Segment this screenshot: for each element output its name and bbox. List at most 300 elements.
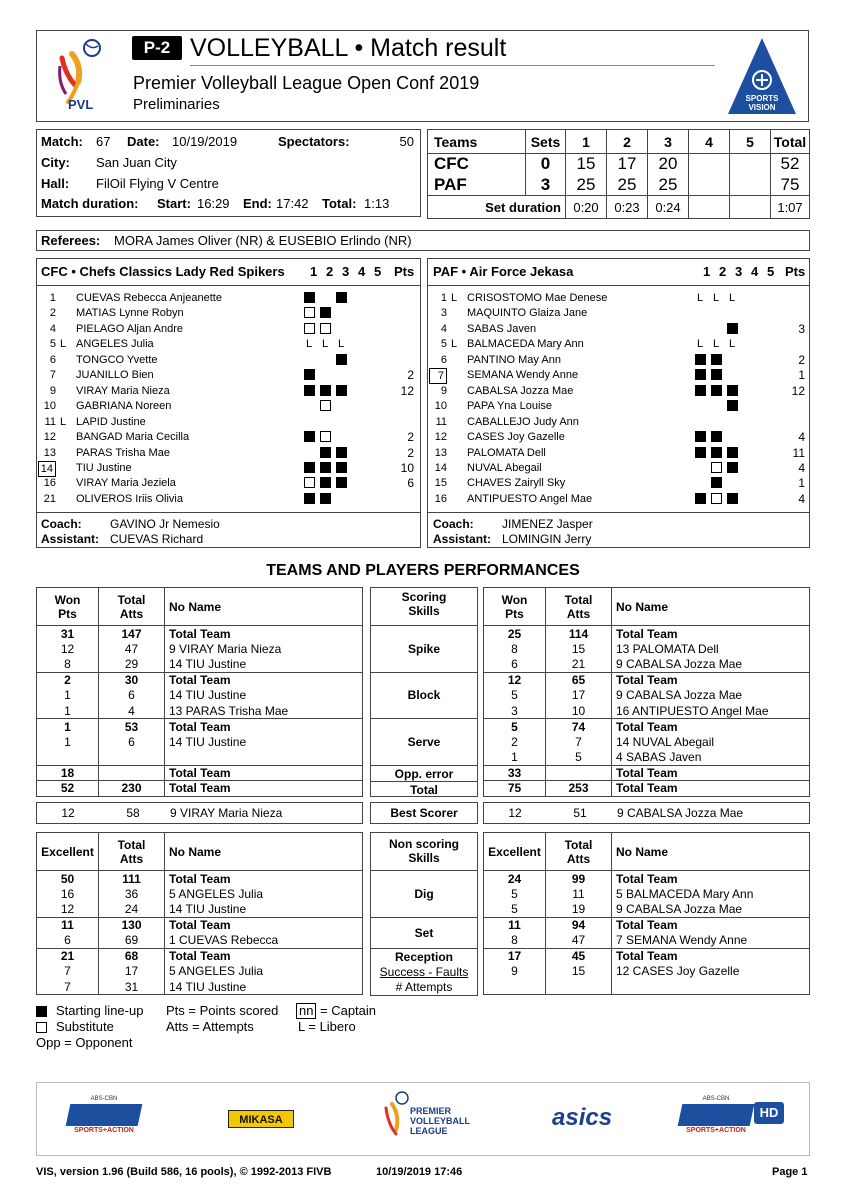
- score-b-set4: [689, 175, 730, 196]
- scoring-right-value: 2: [484, 734, 546, 750]
- team-b-player-points: 2: [798, 352, 805, 367]
- team-a-coach: GAVINO Jr Nemesio: [110, 517, 220, 531]
- team-b-player-name: CHAVES Zairyll Sky: [467, 477, 566, 490]
- table-row: [484, 902, 810, 918]
- table-row: [37, 641, 363, 657]
- nonscoring-left-value: 7: [37, 964, 99, 980]
- nonscoring-right-value: 8: [484, 933, 546, 949]
- pvl-logo: [48, 36, 120, 116]
- nonscoring-right-atts: 94: [546, 917, 612, 933]
- score-a-set4: [689, 154, 730, 175]
- team-a-assistant: CUEVAS Richard: [110, 532, 204, 546]
- skill-separator: [371, 948, 477, 949]
- team-a-player-points: 10: [400, 460, 414, 475]
- score-a-set1: 15: [566, 154, 607, 175]
- nonscoring-right-atts: 47: [546, 933, 612, 949]
- scoring-right-value: 3: [484, 703, 546, 719]
- scoring-left-name: 14 TIU Justine: [169, 657, 247, 671]
- scoring-skill-label: Opp. error: [394, 767, 454, 781]
- pvl-sponsor-text: PREMIER VOLLEYBALL LEAGUE: [410, 1106, 470, 1136]
- scoring-right-value: 5: [484, 688, 546, 704]
- scoring-right-value: 8: [484, 641, 546, 657]
- scoring-left-atts: 47: [99, 641, 165, 657]
- scoring-left-header-value: [37, 588, 99, 626]
- team-b-player-number: 11: [435, 415, 447, 428]
- set2-duration: 0:23: [607, 196, 648, 219]
- nonscoring-right-header-value: [484, 833, 546, 871]
- table-row: [484, 886, 810, 902]
- team-b-player-number: 16: [434, 492, 447, 505]
- table-row: [37, 933, 363, 949]
- table-row: [484, 979, 810, 995]
- scoring-left-name: Total Team: [165, 765, 363, 781]
- team-b-libero-set-mark: L: [713, 292, 720, 304]
- nonscoring-skills-header: [371, 837, 477, 865]
- team-b-player-libero-mark: L: [451, 292, 458, 304]
- team-b-header-line: [427, 285, 810, 286]
- team-b-player-points: 12: [791, 383, 805, 398]
- team-a-substitute-square-icon: [320, 400, 331, 411]
- table-row: [37, 948, 363, 964]
- mikasa-text: MIKASA: [239, 1114, 283, 1126]
- team-a-player-libero-mark: L: [60, 415, 67, 428]
- team-a-player-number: 5: [49, 338, 56, 351]
- nonscoring-left-atts: 68: [99, 948, 165, 964]
- team-b-starting-square-icon: [695, 385, 706, 396]
- team-b-set-header-3: 3: [735, 264, 743, 279]
- pvl-sponsor-logo: [382, 1090, 482, 1148]
- team-b-starting-square-icon: [727, 385, 738, 396]
- title-underline: [190, 65, 715, 66]
- team-a-starting-square-icon: [336, 462, 347, 473]
- table-row: [484, 781, 810, 797]
- team-b-player-number: 1: [440, 292, 447, 304]
- team-a-player-name: ANGELES Julia: [76, 338, 154, 351]
- team-a-starting-square-icon: [320, 477, 331, 488]
- nonscoring-left-atts: 36: [99, 886, 165, 902]
- legend-pts: Pts = Points scored: [166, 1003, 279, 1018]
- table-row: [484, 964, 810, 980]
- team-b-player-number: 12: [434, 431, 447, 444]
- table-row: [37, 734, 363, 750]
- nonscoring-left-atts: 24: [99, 902, 165, 918]
- skill-separator: [371, 781, 477, 782]
- team-a-substitute-square-icon: [304, 477, 315, 488]
- scoring-left-name: Total Team: [165, 781, 363, 797]
- team-b-starting-square-icon: [711, 354, 722, 365]
- scoring-left-atts: 6: [99, 734, 165, 750]
- nonscoring-left-atts: 17: [99, 964, 165, 980]
- legend-substitute: Substitute: [56, 1019, 114, 1034]
- scoring-left-value: 1: [37, 719, 99, 735]
- scoring-left-header-atts-1: Total: [117, 592, 146, 607]
- scoring-left-value: 31: [37, 626, 99, 642]
- scoring-left-table: [36, 587, 363, 797]
- nonscoring-left-header-atts-2: Atts: [119, 851, 144, 866]
- scoring-left-atts: 30: [99, 672, 165, 688]
- scoring-skill-label: Serve: [407, 735, 441, 749]
- team-b-starting-square-icon: [711, 385, 722, 396]
- scoring-right-header-value-2: Pts: [505, 606, 524, 621]
- scoring-left-atts: 230: [99, 781, 165, 797]
- team-b-player-number: 4: [440, 322, 447, 335]
- set5-duration: [730, 196, 771, 219]
- footer-date: 10/19/2019 17:46: [376, 1166, 463, 1178]
- scoring-right-header-value: [484, 588, 546, 626]
- total-label: Total:: [322, 196, 357, 211]
- nonscoring-right-table: [483, 832, 810, 995]
- scoring-skills-header-1: Scoring: [401, 590, 447, 604]
- team-b-set-header-4: 4: [751, 264, 759, 279]
- team-a-starting-square-icon: [320, 385, 331, 396]
- scoring-left-header-value-1: Won: [54, 592, 81, 607]
- nonscoring-left-header-name: No Name: [165, 833, 363, 871]
- nonscoring-left-name: 14 TIU Justine: [169, 979, 247, 994]
- team-b-player-name: CRISOSTOMO Mae Denese: [467, 292, 608, 304]
- team-a-player-number: 6: [49, 353, 56, 366]
- team-a-starting-square-icon: [336, 292, 347, 303]
- team-a-player-points: 2: [407, 430, 414, 445]
- team-a-substitute-square-icon: [304, 307, 315, 318]
- scoring-right-atts: 114: [546, 626, 612, 642]
- best-left-pts: 12: [61, 806, 75, 820]
- team-a-set-header-1: 1: [310, 264, 318, 279]
- team-a-starting-square-icon: [304, 292, 315, 303]
- scoring-right-value: 75: [484, 781, 546, 797]
- team-b-player-name: CASES Joy Gazelle: [467, 431, 565, 444]
- nonscoring-right-atts: 11: [546, 886, 612, 902]
- table-row: [484, 672, 810, 688]
- scoring-right-name: 9 CABALSA Jozza Mae: [616, 657, 743, 671]
- score-b-set2: 25: [607, 175, 648, 196]
- table-row: [484, 917, 810, 933]
- nonscoring-left-name: 5 ANGELES Julia: [169, 886, 264, 901]
- nonscoring-right-atts: 19: [546, 902, 612, 918]
- set-duration-label: Set duration: [428, 196, 566, 219]
- start-time: 16:29: [197, 196, 230, 211]
- skill-separator: [371, 718, 477, 719]
- skill-separator: [371, 625, 477, 626]
- scoring-right-atts: [546, 765, 612, 781]
- scoring-left-name: 14 TIU Justine: [169, 688, 247, 703]
- team-a-player-libero-mark: L: [60, 338, 67, 351]
- nonscoring-left-name: 14 TIU Justine: [169, 902, 247, 916]
- legend-opponent: Opp = Opponent: [36, 1035, 133, 1050]
- team-a-player-number: 12: [43, 431, 56, 444]
- table-row: [37, 703, 363, 719]
- score-a-set2: 17: [607, 154, 648, 175]
- nonscoring-left-atts: 111: [99, 871, 165, 887]
- team-b-starting-square-icon: [711, 447, 722, 458]
- nonscoring-left-name: Total Team: [165, 917, 363, 933]
- score-header-set1: 1: [566, 130, 607, 154]
- nonscoring-left-atts: 130: [99, 917, 165, 933]
- score-sets-b: 3: [526, 175, 566, 196]
- team-b-player-name: SABAS Javen: [467, 322, 537, 335]
- nonscoring-left-value: 12: [37, 902, 99, 918]
- team-b-assistant: LOMINGIN Jerry: [502, 532, 592, 546]
- table-row: [484, 750, 810, 766]
- nonscoring-left-value: 7: [37, 979, 99, 995]
- nonscoring-right-name: 7 SEMANA Wendy Anne: [616, 933, 748, 947]
- scoring-skill-label: Block: [407, 688, 441, 702]
- duration-label: Match duration:: [41, 196, 139, 211]
- scoring-right-atts: 253: [546, 781, 612, 797]
- sa-mark-2: [678, 1104, 755, 1126]
- scoring-right-table: [483, 587, 810, 797]
- scoring-right-atts: 15: [546, 641, 612, 657]
- competition-name: Premier Volleyball League Open Conf 2019: [133, 73, 480, 93]
- team-a-set-header-5: 5: [374, 264, 382, 279]
- team-a-player-name: VIRAY Maria Nieza: [76, 384, 170, 397]
- team-b-coach: JIMENEZ Jasper: [502, 517, 593, 531]
- score-header-set2: 2: [607, 130, 648, 154]
- abs-cbn-label-2: ABS-CBN: [702, 1096, 730, 1102]
- table-row: [484, 734, 810, 750]
- score-a-total: 52: [780, 154, 800, 174]
- nonscoring-right-name: 12 CASES Joy Gazelle: [616, 964, 740, 979]
- scoring-left-value: 1: [37, 703, 99, 719]
- scoring-right-value: 6: [484, 657, 546, 673]
- nonscoring-left-value: 11: [37, 917, 99, 933]
- code-badge: [132, 36, 182, 60]
- scoring-left-name: [165, 750, 363, 766]
- team-b-player-name: SEMANA Wendy Anne: [467, 369, 579, 382]
- team-b-substitute-square-icon: [711, 462, 722, 473]
- scoring-left-name: Total Team: [165, 719, 363, 735]
- team-a-player-name: MATIAS Lynne Robyn: [76, 307, 184, 320]
- scoring-right-atts: 5: [546, 750, 612, 766]
- team-a-substitute-square-icon: [320, 431, 331, 442]
- nonscoring-right-value: 5: [484, 886, 546, 902]
- team-b-substitute-square-icon: [711, 493, 722, 504]
- team-a-starting-square-icon: [336, 354, 347, 365]
- score-header-set5: 5: [730, 130, 771, 154]
- scoring-right-name: 16 ANTIPUESTO Angel Mae: [616, 703, 769, 718]
- start-label: Start:: [157, 196, 191, 211]
- nonscoring-skill-label: Set: [414, 926, 434, 940]
- pvl-logo-text: PVL: [68, 97, 94, 112]
- team-b-player-number: 7: [429, 368, 447, 384]
- scoring-right-value: 25: [484, 626, 546, 642]
- team-b-player-number: 5: [440, 338, 447, 351]
- team-a-libero-set-mark: L: [338, 338, 345, 351]
- table-row: [37, 672, 363, 688]
- team-b-starting-square-icon: [727, 493, 738, 504]
- nonscoring-left-atts: 31: [99, 979, 165, 995]
- team-b-starting-square-icon: [695, 354, 706, 365]
- team-a-starting-square-icon: [336, 385, 347, 396]
- scoring-left-atts: 4: [99, 703, 165, 719]
- scoring-right-atts: 7: [546, 734, 612, 750]
- team-b-player-number: 15: [434, 477, 447, 490]
- nonscoring-right-value: 5: [484, 902, 546, 918]
- team-a-starting-square-icon: [304, 431, 315, 442]
- nonscoring-right-header-atts-1: Total: [564, 837, 593, 852]
- team-b-set-header-2: 2: [719, 264, 727, 279]
- scoring-left-name: 14 TIU Justine: [169, 734, 247, 749]
- scoring-left-name: Total Team: [165, 672, 363, 688]
- set3-duration: 0:24: [648, 196, 689, 219]
- sports-action-logo-1: [64, 1096, 144, 1140]
- nonscoring-right-value: 17: [484, 948, 546, 964]
- score-a-set5: [730, 154, 771, 175]
- team-a-set-header-3: 3: [342, 264, 350, 279]
- scoring-left-header-atts-2: Atts: [119, 606, 144, 621]
- nonscoring-right-header-atts: [546, 833, 612, 871]
- team-b-set-header-1: 1: [703, 264, 711, 279]
- scoring-left-value: 8: [37, 657, 99, 673]
- nonscoring-left-name: 5 ANGELES Julia: [169, 964, 264, 979]
- table-row: [484, 657, 810, 673]
- team-a-player-name: GABRIANA Noreen: [76, 400, 172, 413]
- score-a-set3: 20: [648, 154, 689, 175]
- best-right-atts: 51: [573, 806, 587, 820]
- sports-vision-logo: [724, 34, 800, 118]
- team-b-player-name: MAQUINTO Glaiza Jane: [467, 307, 588, 320]
- team-a-player-number: 2: [49, 307, 56, 320]
- team-b-starting-square-icon: [727, 400, 738, 411]
- team-a-player-number: 14: [38, 461, 56, 477]
- team-b-player-name: PANTINO May Ann: [467, 353, 561, 366]
- set4-duration: [689, 196, 730, 219]
- team-b-libero-set-mark: L: [713, 338, 720, 351]
- scoring-right-header-value-1: Won: [501, 592, 528, 607]
- score-sets-a: 0: [526, 154, 566, 175]
- team-b-set-header-5: 5: [767, 264, 775, 279]
- team-a-player-points: 6: [407, 476, 414, 491]
- match-label: Match:: [41, 134, 83, 149]
- sa-mark-1: [66, 1104, 143, 1126]
- team-b-player-name: CABALLEJO Judy Ann: [467, 415, 579, 428]
- score-header-teams: Teams: [428, 130, 526, 154]
- table-row: [484, 765, 810, 781]
- table-row: [37, 626, 363, 642]
- team-b-player-points: 1: [798, 476, 805, 491]
- nonscoring-skill-label: Reception: [394, 950, 453, 964]
- team-b-player-name: PAPA Yna Louise: [467, 400, 553, 413]
- scoring-left-atts: 29: [99, 657, 165, 673]
- hall-label: Hall:: [41, 176, 70, 191]
- team-b-libero-set-mark: L: [729, 338, 736, 351]
- team-b-starting-square-icon: [711, 431, 722, 442]
- hd-text: HD: [759, 1105, 779, 1120]
- scoring-right-name: 9 CABALSA Jozza Mae: [616, 688, 743, 703]
- sports-action-text-2: SPORTS+ACTION: [686, 1127, 746, 1134]
- team-a-player-name: PARAS Trisha Mae: [76, 446, 170, 459]
- team-b-player-points: 4: [798, 430, 805, 445]
- scoring-skill-label: Total: [410, 783, 438, 797]
- score-b-set5: [730, 175, 771, 196]
- scoring-right-header-atts: [546, 588, 612, 626]
- nonscoring-left-atts: 69: [99, 933, 165, 949]
- scoring-left-atts: 6: [99, 688, 165, 704]
- team-a-libero-set-mark: L: [306, 338, 313, 351]
- team-b-player-points: 1: [798, 368, 805, 383]
- nonscoring-right-header-value-1: Excellent: [488, 844, 541, 859]
- table-row: [484, 688, 810, 704]
- team-a-player-name: OLIVEROS Iriis Olivia: [76, 492, 183, 505]
- scoring-right-name: 4 SABAS Javen: [616, 750, 702, 764]
- team-a-assistant-label: Assistant:: [41, 532, 100, 546]
- table-row: [484, 641, 810, 657]
- nonscoring-right-atts: 99: [546, 871, 612, 887]
- nonscoring-skills-column: [370, 832, 478, 996]
- skill-separator: [371, 765, 477, 766]
- team-b-libero-set-mark: L: [729, 292, 736, 304]
- scoring-left-atts: [99, 750, 165, 766]
- score-team-a: CFC: [428, 154, 526, 175]
- team-a-substitute-square-icon: [320, 323, 331, 334]
- scoring-left-name: Total Team: [165, 626, 363, 642]
- scoring-left-value: 2: [37, 672, 99, 688]
- sports-action-text-1: SPORTS+ACTION: [74, 1127, 134, 1134]
- team-b-player-points: 4: [798, 491, 805, 506]
- legend-captain: = Captain: [320, 1003, 377, 1018]
- scoring-skill-label: Spike: [407, 642, 440, 656]
- team-b-coach-label: Coach:: [433, 517, 474, 531]
- nonscoring-left-name: Total Team: [165, 948, 363, 964]
- team-a-header-line: [36, 285, 421, 286]
- nonscoring-right-name: [612, 979, 810, 995]
- team-b-starting-square-icon: [695, 447, 706, 458]
- best-scorer-label-box-text: Best Scorer: [390, 806, 458, 820]
- team-a-pts-header: Pts: [394, 264, 415, 279]
- table-row: [37, 886, 363, 902]
- total-time: 1:13: [364, 196, 390, 211]
- nonscoring-right-atts: 15: [546, 964, 612, 980]
- nonscoring-right-value: 11: [484, 917, 546, 933]
- scoring-left-value: 1: [37, 688, 99, 704]
- nonscoring-skills-header-1: Non scoring: [388, 837, 459, 851]
- table-row: [37, 871, 363, 887]
- end-time: 17:42: [276, 196, 309, 211]
- nonscoring-left-value: 50: [37, 871, 99, 887]
- scoring-left-name: 13 PARAS Trisha Mae: [169, 703, 289, 718]
- team-a-player-number: 7: [49, 369, 56, 382]
- team-a-starting-square-icon: [304, 369, 315, 380]
- legend-captain-box: nn: [296, 1003, 316, 1019]
- best-right-name: 9 CABALSA Jozza Mae: [617, 806, 744, 820]
- mikasa-logo: [228, 1110, 294, 1128]
- legend-atts: Atts = Attempts: [166, 1019, 254, 1034]
- nonscoring-right-name: 9 CABALSA Jozza Mae: [616, 902, 743, 916]
- nonscoring-left-value: 21: [37, 948, 99, 964]
- hall-value: FilOil Flying V Centre: [96, 176, 219, 191]
- team-a-starting-square-icon: [336, 447, 347, 458]
- scoring-right-name: Total Team: [612, 672, 810, 688]
- team-a-player-number: 11: [44, 415, 56, 428]
- team-a-player-name: JUANILLO Bien: [76, 369, 154, 382]
- scoring-right-name: Total Team: [612, 719, 810, 735]
- score-header-sets: Sets: [526, 130, 566, 154]
- spectators-label: Spectators:: [278, 134, 350, 149]
- table-row: [37, 719, 363, 735]
- table-row: [37, 657, 363, 673]
- table-row: [484, 871, 810, 887]
- scoring-left-value: 18: [37, 765, 99, 781]
- date-label: Date:: [127, 134, 160, 149]
- scoring-left-value: 12: [37, 641, 99, 657]
- table-row: [37, 917, 363, 933]
- scoring-right-name: Total Team: [612, 765, 810, 781]
- skill-separator: [371, 870, 477, 871]
- team-a-starting-square-icon: [320, 307, 331, 318]
- team-a-starting-square-icon: [304, 385, 315, 396]
- scoring-left-header-atts: [99, 588, 165, 626]
- team-a-player-number: 16: [43, 477, 56, 490]
- table-row: [37, 979, 363, 995]
